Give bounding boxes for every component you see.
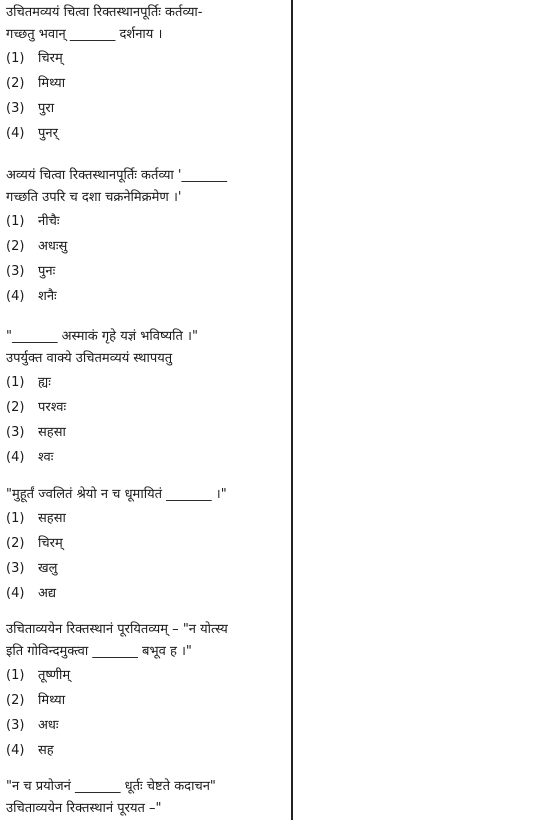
option-text: सह [38,743,54,758]
option [6,420,282,445]
option [6,506,282,531]
option [6,531,282,556]
option-number: (2) [6,239,25,254]
option-text: अधःसु [38,239,68,254]
option-text: अधः [38,718,59,733]
option-text: पुनः [38,264,56,279]
option [6,46,282,71]
question-block [6,619,282,763]
option [6,738,282,763]
option-number: (1) [6,375,25,390]
question-line: "न च प्रयोजनं _______ धूर्तः चेष्टते कदाचन" [6,779,216,794]
option-text: तूष्णीम् [38,668,71,683]
option-text: पुनर् [38,126,58,141]
option-text: परश्वः [38,400,67,415]
option [6,581,282,606]
option-text: चिरम् [38,536,63,551]
option-text: खलु [38,561,58,576]
option-number: (4) [6,586,25,601]
question-block [6,2,282,146]
option-text: अद्य [38,586,57,601]
option-text: पुरा [38,101,55,116]
question-line: उपर्युक्त वाक्ये उचितमव्ययं स्थापयतु [6,351,173,366]
option-number: (1) [6,214,25,229]
option [6,445,282,470]
column-divider [291,0,293,820]
option-text: सहसा [38,511,66,526]
question-block [6,484,282,606]
question-line: उचिताव्ययेन रिक्तस्थानं पूरयत –" [6,801,162,816]
option-number: (3) [6,425,25,440]
option-number: (3) [6,101,25,116]
question-line: गच्छतु भवान् _______ दर्शनाय । [6,27,163,42]
option-text: शनैः [38,289,57,304]
option-number: (4) [6,126,25,141]
question-block [6,326,282,470]
option-number: (4) [6,450,25,465]
question-line: इति गोविन्दमुक्त्वा _______ बभूव ह ।" [6,644,192,659]
option-number: (1) [6,511,25,526]
question-line: अव्ययं चित्वा रिक्तस्थानपूर्तिः कर्तव्या '_______ [6,168,228,183]
option-number: (1) [6,51,25,66]
question-block [6,776,282,820]
option-number: (1) [6,668,25,683]
option [6,663,282,688]
option [6,71,282,96]
question-line: गच्छति उपरि च दशा चक्रनेमिक्रमेण ।' [6,190,182,205]
option [6,370,282,395]
option [6,556,282,581]
question-line: उचितमव्ययं चित्वा रिक्तस्थानपूर्तिः कर्तव्या- [6,5,203,20]
option-number: (3) [6,718,25,733]
question-line: "मुहूर्तं ज्वलितं श्रेयो न च धूमायितं _______ ।" [6,487,227,502]
option [6,209,282,234]
option-text: नीचैः [38,214,60,229]
option-text: सहसा [38,425,66,440]
option-number: (4) [6,743,25,758]
option [6,688,282,713]
option [6,259,282,284]
question-block [6,165,282,309]
option-text: मिथ्या [38,76,66,91]
option-number: (2) [6,400,25,415]
option [6,121,282,146]
option-number: (3) [6,264,25,279]
option [6,284,282,309]
option-number: (2) [6,76,25,91]
option-text: चिरम् [38,51,63,66]
option [6,96,282,121]
option-text: मिथ्या [38,693,66,708]
question-line: उचिताव्ययेन रिक्तस्थानं पूरयितव्यम् – "न योत्स्य [6,622,228,637]
option-text: श्वः [38,450,54,465]
option [6,234,282,259]
option-number: (4) [6,289,25,304]
option-number: (2) [6,693,25,708]
question-line: "_______ अस्माकं गृहे यज्ञं भविष्यति ।" [6,329,198,344]
option [6,395,282,420]
option-number: (2) [6,536,25,551]
option [6,713,282,738]
option-text: ह्यः [38,375,51,390]
option-number: (3) [6,561,25,576]
